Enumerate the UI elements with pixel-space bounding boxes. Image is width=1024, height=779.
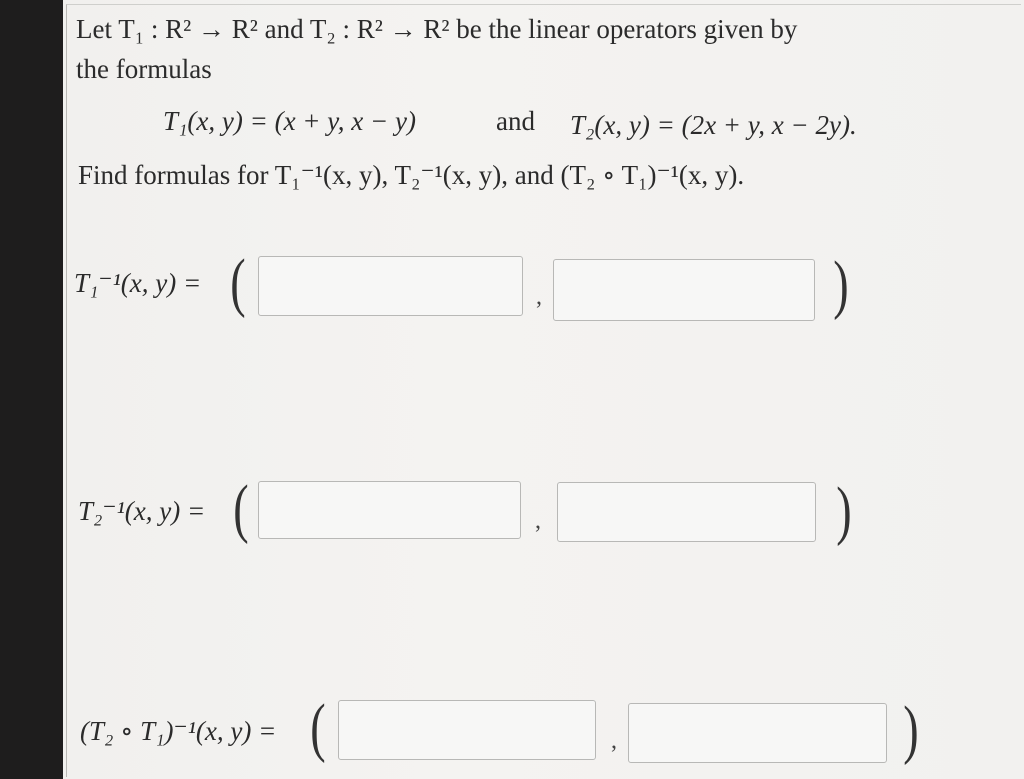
separator-comma: , xyxy=(535,508,541,534)
close-paren: ) xyxy=(833,248,849,321)
close-paren: ) xyxy=(903,693,919,766)
open-paren: ( xyxy=(233,472,249,545)
formula-and: and xyxy=(496,106,535,136)
composite-inverse-second-input[interactable] xyxy=(628,703,887,763)
answer-label-t1-inverse: T₁⁻¹(x, y) = xyxy=(74,268,202,298)
t2-inverse-first-input[interactable] xyxy=(258,481,521,539)
intro-line-1: Let T₁ : R² → R² and T₂ : R² → R² be the linear operators given by xyxy=(76,14,798,44)
open-paren: ( xyxy=(230,246,246,319)
answer-label-composite-inverse: (T₂ ∘ T₁)⁻¹(x, y) = xyxy=(80,716,277,746)
find-instruction: Find formulas for T₁⁻¹(x, y), T₂⁻¹(x, y), and (T₂ ∘ T₁)⁻¹(x, y). xyxy=(78,160,745,190)
t1-inverse-second-input[interactable] xyxy=(553,259,815,321)
t2-inverse-second-input[interactable] xyxy=(557,482,816,542)
formula-t2: T₂(x, y) = (2x + y, x − 2y). xyxy=(570,110,857,140)
close-paren: ) xyxy=(836,474,852,547)
composite-inverse-first-input[interactable] xyxy=(338,700,596,760)
formula-t1: T₁(x, y) = (x + y, x − y) xyxy=(163,106,416,136)
open-paren: ( xyxy=(310,691,326,764)
separator-comma: , xyxy=(536,284,542,310)
separator-comma: , xyxy=(611,728,617,754)
intro-line-2: the formulas xyxy=(76,54,212,84)
t1-inverse-first-input[interactable] xyxy=(258,256,523,316)
answer-label-t2-inverse: T₂⁻¹(x, y) = xyxy=(78,496,206,526)
